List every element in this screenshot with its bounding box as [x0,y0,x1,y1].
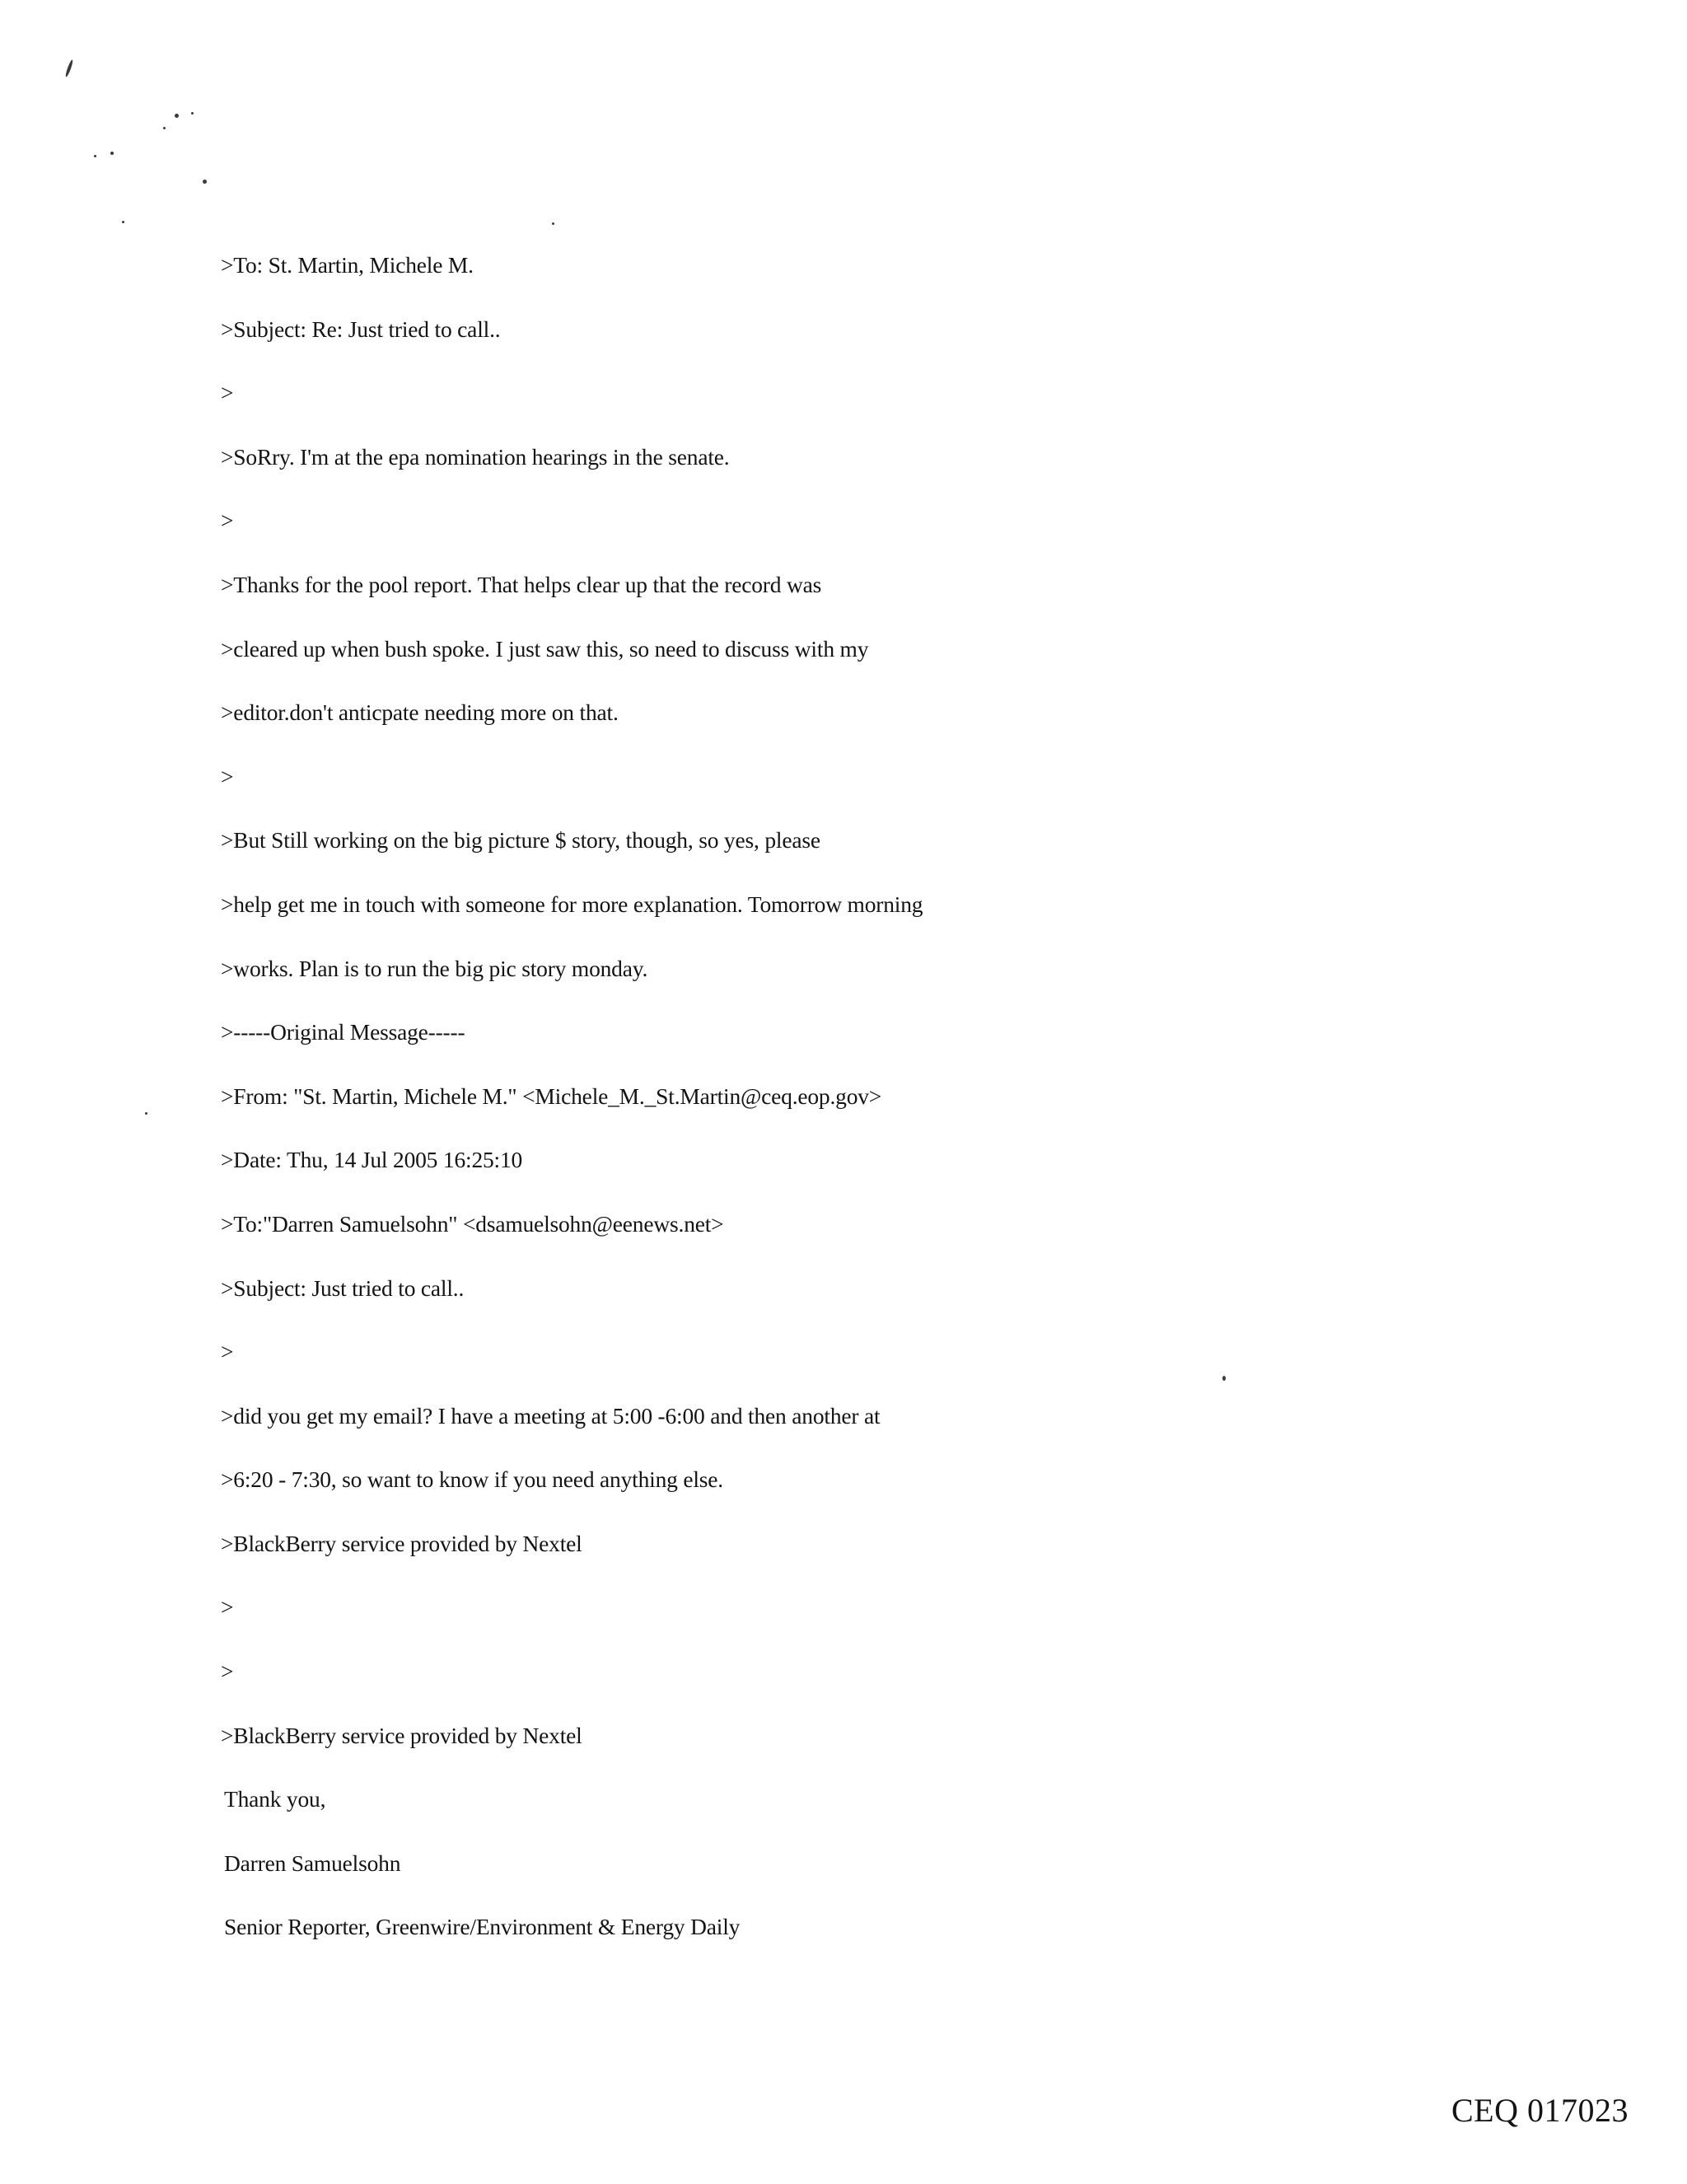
scan-speck [122,221,124,223]
email-line: >editor.don't anticpate needing more on that. [221,699,619,726]
email-line: > [221,507,234,534]
signature-name: Darren Samuelsohn [224,1850,401,1876]
email-line: >To:"Darren Samuelsohn" <dsamuelsohn@eenews.net> [221,1210,724,1237]
email-line: >Subject: Re: Just tried to call.. [221,316,501,342]
scan-speck [552,222,554,225]
email-line: >help get me in touch with someone for more explanation. Tomorrow morning [221,891,923,917]
email-line: > [221,1594,234,1620]
email-line: >cleared up when bush spoke. I just saw this, so need to discuss with my [221,635,869,662]
email-line: >But Still working on the big picture $ story, though, so yes, please [221,827,820,853]
email-line: >works. Plan is to run the big pic story monday. [221,955,648,981]
scan-speck [175,114,179,118]
email-line: >Subject: Just tried to call.. [221,1274,465,1301]
email-line: >BlackBerry service provided by Nextel [221,1530,582,1556]
email-line: >BlackBerry service provided by Nextel [221,1722,582,1748]
email-line: >did you get my email? I have a meeting at 5:00 -6:00 and then another at [221,1402,881,1429]
scan-speck [94,155,96,157]
signature-closing: Thank you, [224,1786,326,1812]
email-line: > [221,763,234,789]
email-body [221,246,1456,1971]
email-line: >6:20 - 7:30, so want to know if you need anything else. [221,1466,723,1493]
email-line: >SoRry. I'm at the epa nomination hearings in the senate. [221,443,730,470]
scan-speck [110,152,114,155]
email-line: >To: St. Martin, Michele M. [221,252,474,278]
scan-speck [203,180,207,184]
email-line: > [221,1658,234,1685]
email-line: >From: "St. Martin, Michele M." <Michele_M._St.Martin@ceq.eop.gov> [221,1083,882,1109]
scan-speck [145,1112,147,1115]
bates-number: CEQ 017023 [1451,2092,1629,2129]
email-line: > [221,1339,234,1365]
signature-title: Senior Reporter, Greenwire/Environment & Energy Daily [224,1914,741,1940]
email-line: >Thanks for the pool report. That helps clear up that the record was [221,571,822,597]
scan-speck [163,127,166,129]
scan-speck [191,112,194,115]
email-line: > [221,380,234,406]
scan-speck [64,59,73,77]
email-line: >Date: Thu, 14 Jul 2005 16:25:10 [221,1147,523,1173]
email-line: >-----Original Message----- [221,1019,465,1045]
